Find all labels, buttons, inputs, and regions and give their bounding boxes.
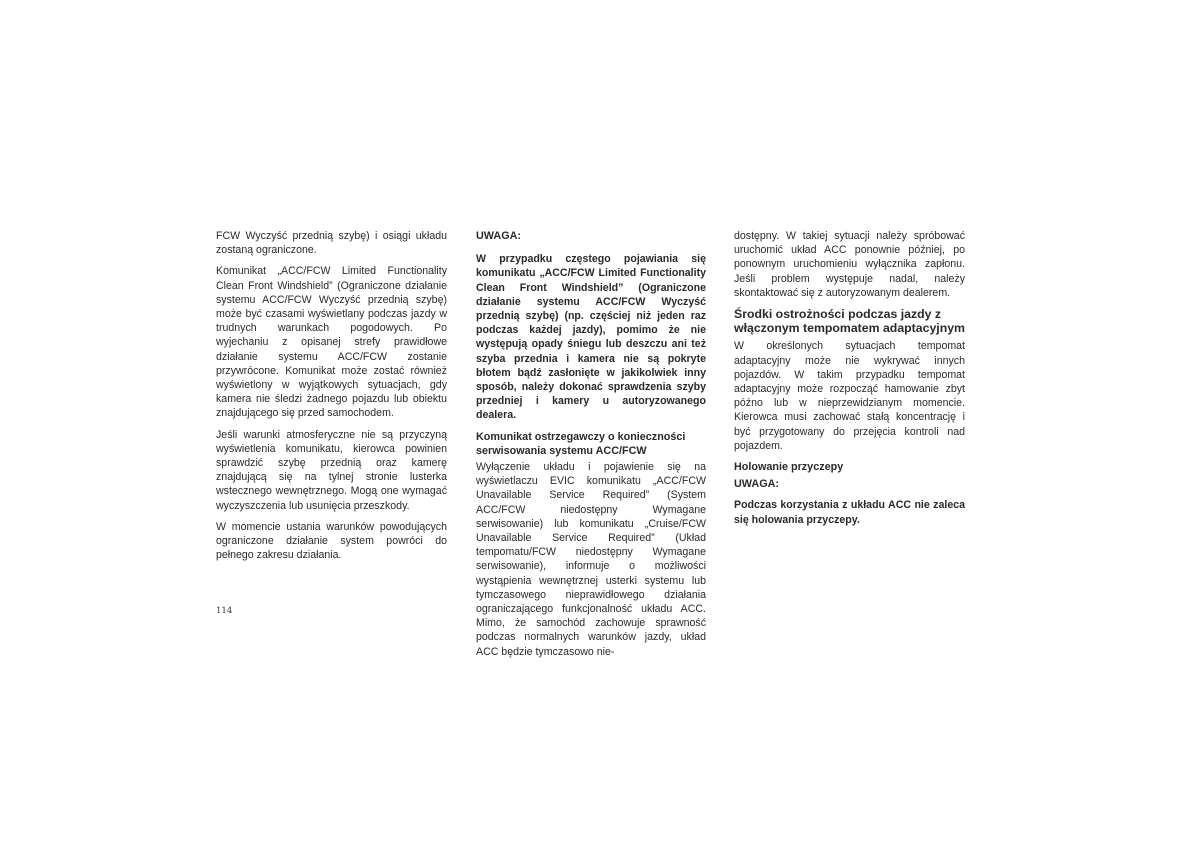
text-column-middle [476,229,706,666]
paragraph: dostępny. W takiej sytuacji należy spróbować uruchomić układ ACC ponownie później, po ponownym uruchomieniu wyłącznika zapłonu. Jeśli problem występuje nadal, należy skontaktować się z autoryzowanym dealerem. [734,230,965,299]
paragraph: Komunikat „ACC/FCW Limited Functionality Clean Front Windshield” (Ograniczone działanie systemu ACC/FCW Wyczyść przednią szybę) może być czasami wyświetlany podczas jazdy w trudnych warunkach pogodowych. Po wyjechaniu z opisanej strefy prawidłowe działanie systemu ACC/FCW zostanie przywrócone. Komunikat może zostać również wyświetlony w wyjątkowych sytuacjach, gdy kamera nie śledzi żadnego pojazdu lub obiektu znajdującego się przed samochodem. [216,265,447,420]
subheading: Komunikat ostrzegawczy o konieczności serwisowania systemu ACC/FCW [476,430,686,457]
page-number: 114 [216,606,233,616]
paragraph: FCW Wyczyść przednią szybę) i osiągi układu zostaną ograniczone. [216,230,447,257]
paragraph: W momencie ustania warunków powodujących ograniczone działanie system powróci do pełnego zakresu działania. [216,520,447,562]
warning-text: Podczas korzystania z układu ACC nie zaleca się holowania przyczepy. [734,499,965,526]
warning-label: UWAGA: [734,478,779,491]
section-heading: Środki ostrożności podczas jazdy z włączonym tempomatem adaptacyjnym [734,307,965,336]
subheading: Holowanie przyczepy [734,461,844,474]
text-column-left [216,229,447,569]
paragraph: W określonych sytuacjach tempomat adaptacyjny może nie wykrywać innych pojazdów. W takim przypadku tempomat adaptacyjny może rozpocząć hamowanie zbyt późno lub w nieprzewidzianym momencie. Kierowca musi zachować stałą koncentrację i być przygotowany do przejęcia kontroli nad pojazdem. [734,340,965,452]
paragraph: Jeśli warunki atmosferyczne nie są przyczyną wyświetlenia komunikatu, kierowca powinien sprawdzić szybę przednią oraz kamerę znajdującą się na tylnej stronie lusterka wstecznego wewnętrznego. Mogą one wymagać wyczyszczenia lub usunięcia przeszkody. [216,428,447,512]
warning-text: W przypadku częstego pojawiania się komunikatu „ACC/FCW Limited Functionality Clean Front Windshield” (Ograniczone działanie systemu ACC/FCW Wyczyść przednią szybę) (np. częściej niż jeden raz podczas każdej jazdy), pomimo że nie występują opady śniegu lub deszczu ani też szyba przednia i kamera nie są pokryte błotem bądź zasłonięte w jakikolwiek inny sposób, należy dokonać sprawdzenia szyby przedniej i kamery u autoryzowanego dealera. [476,253,706,422]
text-column-right [734,229,965,534]
paragraph: Wyłączenie układu i pojawienie się na wyświetlaczu EVIC komunikatu „ACC/FCW Unavailable Service Required” (System ACC/FCW niedostępny Wymagane serwisowanie) lub komunikatu „Cruise/FCW Unavailable Service Required” (Układ tempomatu/FCW niedostępny Wymagane serwisowanie), informuje o możliwości wystąpienia wewnętrznej usterki systemu lub tymczasowego nieprawidłowego działania ograniczającego funkcjonalność układu ACC. Mimo, że samochód zachowuje sprawność podczas normalnych warunków jazdy, układ ACC będzie tymczasowo nie- [476,461,706,658]
warning-label: UWAGA: [476,230,521,242]
